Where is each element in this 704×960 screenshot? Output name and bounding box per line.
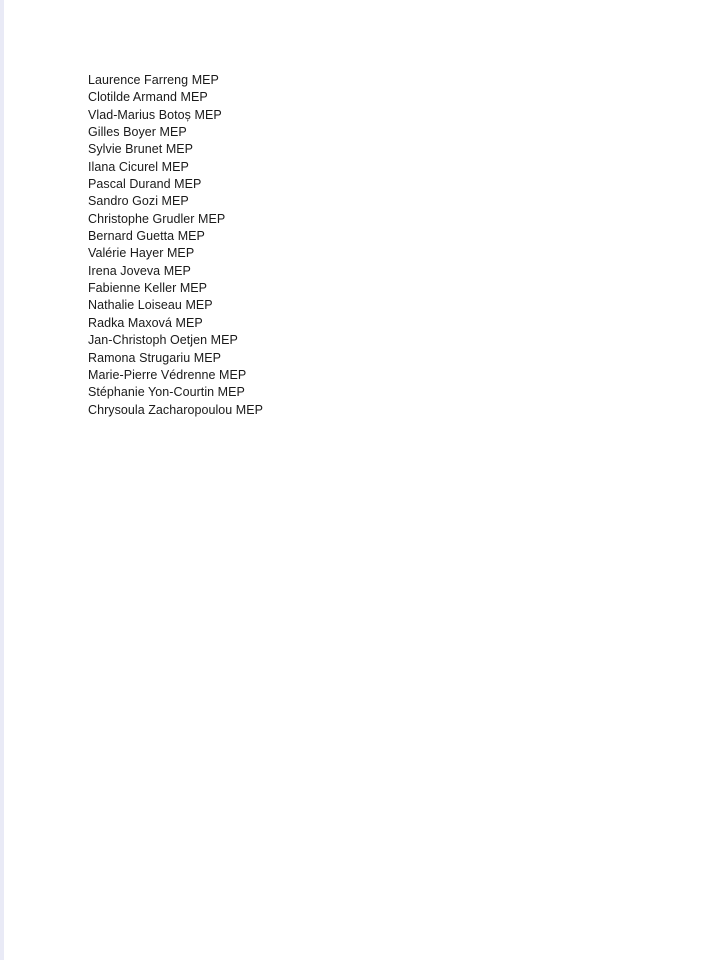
signatory-name: Stéphanie Yon-Courtin MEP bbox=[88, 385, 245, 400]
signatory-name: Sandro Gozi MEP bbox=[88, 194, 189, 209]
signatory-name: Chrysoula Zacharopoulou MEP bbox=[88, 402, 264, 417]
signatory-name: Jan-Christoph Oetjen MEP bbox=[88, 333, 238, 348]
signatory-name: Christophe Grudler MEP bbox=[88, 211, 226, 226]
signatory-name: Fabienne Keller MEP bbox=[88, 281, 208, 296]
signatory-name: Pascal Durand MEP bbox=[88, 177, 202, 192]
signatory-name: Valérie Hayer MEP bbox=[88, 246, 195, 261]
signatory-name: Bernard Guetta MEP bbox=[88, 229, 205, 244]
signatory-name: Radka Maxová MEP bbox=[88, 315, 203, 330]
signatory-name: Vlad-Marius Botoș MEP bbox=[88, 107, 222, 122]
signatory-name: Nathalie Loiseau MEP bbox=[88, 298, 213, 313]
signatory-name: Marie-Pierre Védrenne MEP bbox=[88, 367, 247, 382]
signatory-name: Irena Joveva MEP bbox=[88, 263, 191, 278]
signatory-name: Clotilde Armand MEP bbox=[88, 90, 208, 105]
signatory-name: Ramona Strugariu MEP bbox=[88, 350, 222, 365]
signatory-name: Gilles Boyer MEP bbox=[88, 125, 187, 140]
signatory-name: Laurence Farreng MEP bbox=[88, 73, 219, 87]
signatory-list bbox=[88, 72, 263, 419]
signatory-name: Ilana Cicurel MEP bbox=[88, 159, 189, 174]
signatory-name: Sylvie Brunet MEP bbox=[88, 142, 194, 157]
